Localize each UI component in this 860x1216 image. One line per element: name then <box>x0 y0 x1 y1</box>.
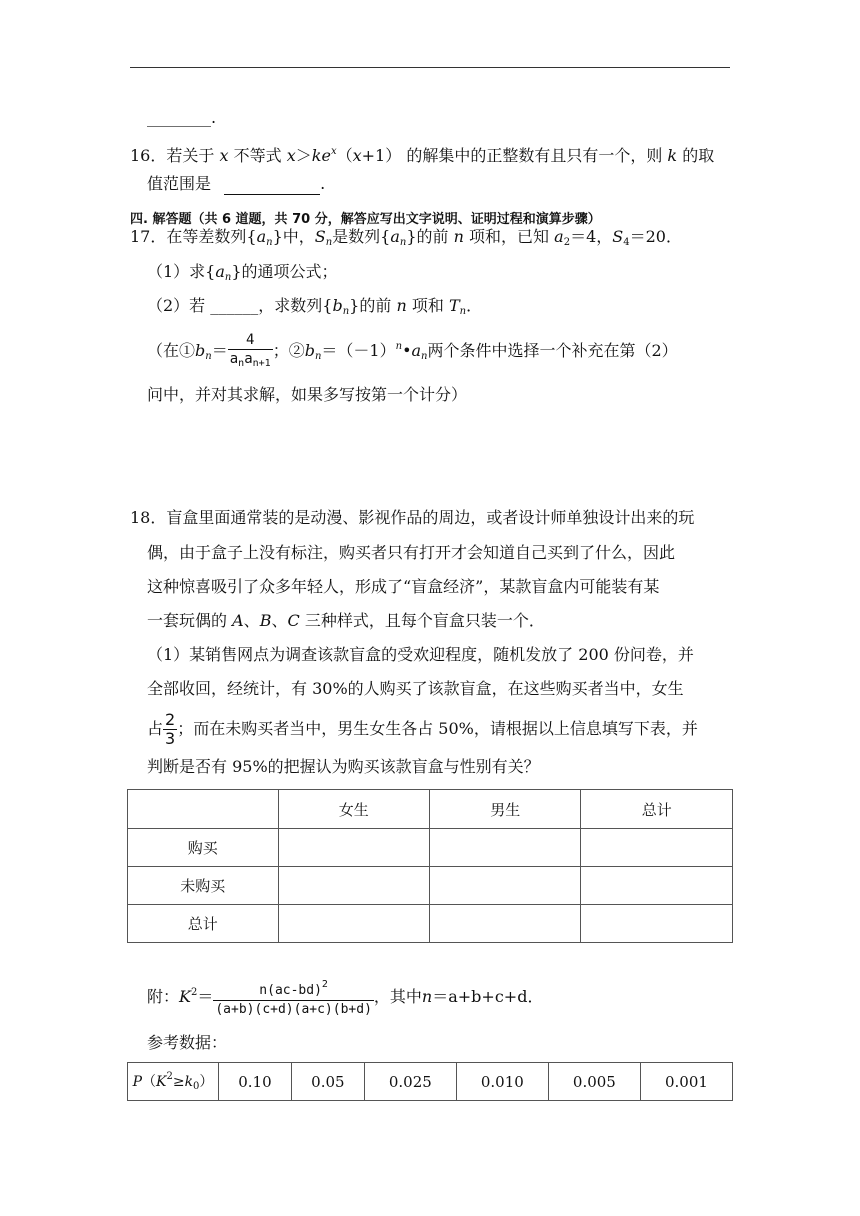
table-row <box>128 867 733 905</box>
table-cell <box>278 829 429 867</box>
table-cell <box>278 867 429 905</box>
q18-part-1-line-1: （1）某销售网点为调查该款盲盒的受欢迎程度，随机发放了 200 份问卷，并 <box>147 645 694 664</box>
table-row <box>128 905 733 943</box>
k-squared-formula: 附：$K^2=$ $\frac{n(ac-bd)^2}{(a+b)(c+d)(a+c)(b+d)}$ ，其中n＝a+b+c+d． <box>147 972 543 1019</box>
q17-line-1: 17．在等差数列$\{a_n\}$中，$S_n$是数列$\{a_n\}$的前 n 项和，已知 $a_2=4$，$S_4=20$． <box>130 227 682 248</box>
table-cell <box>429 829 580 867</box>
table-row <box>128 1063 733 1101</box>
q16-line-1: 16．若关于 x 不等式 $x>ke^x(x+1)$ 的解集中的正整数有且只有一个，则 k 的取 <box>130 146 715 165</box>
table-header-row <box>128 790 733 829</box>
table-cell <box>429 867 580 905</box>
answer-blank: ______ <box>210 296 259 315</box>
row-label-purchased: 购买 <box>128 829 279 867</box>
q18-line-3: 这种惊喜吸引了众多年轻人，形成了“盲盒经济”，某款盲盒内可能装有某 <box>147 577 660 596</box>
row-label-total: 总计 <box>128 905 279 943</box>
contingency-table <box>127 789 733 943</box>
q18-line-4: 一套玩偶的 A、B、C 三种样式，且每个盲盒只装一个． <box>147 611 545 630</box>
q18-line-1: 18．盲盒里面通常装的是动漫、影视作品的周边，或者设计师单独设计出来的玩 <box>130 508 695 527</box>
question-number: 16． <box>130 146 167 165</box>
table-cell: 0.010 <box>456 1063 548 1101</box>
table-cell: 0.025 <box>364 1063 456 1101</box>
section-heading: 四. 解答题（共 6 道题，共 70 分，解答应写出文字说明、证明过程和演算步骤） <box>130 212 601 227</box>
fraction: $\frac{2}{3}$ <box>165 710 176 748</box>
fraction: $\frac{n(ac-bd)^2}{(a+b)(c+d)(a+c)(b+d)}$ <box>215 979 372 1017</box>
answer-blank <box>224 174 320 195</box>
q18-part-1-line-2: 全部收回，经统计，有 30%的人购买了该款盲盒，在这些购买者当中，女生 <box>147 679 684 698</box>
table-cell <box>278 905 429 943</box>
row-label-not-purchased: 未购买 <box>128 867 279 905</box>
q18-line-2: 偶，由于盒子上没有标注，购买者只有打开才会知道自己买到了什么，因此 <box>147 543 676 562</box>
fraction: $\frac{4}{a_na_{n+1}}$ <box>228 331 273 373</box>
q18-part-1-line-4: 判断是否有 95%的把握认为购买该款盲盒与性别有关？ <box>147 757 540 776</box>
table-cell <box>581 905 733 943</box>
table-cell <box>581 867 733 905</box>
table-cell <box>429 905 580 943</box>
question-number: 17． <box>130 227 167 246</box>
reference-data-table <box>127 1062 733 1101</box>
q15-end-blank: ________. <box>147 108 217 127</box>
q16-line-2: 值范围是 . <box>147 174 326 193</box>
table-cell: 0.001 <box>640 1063 732 1101</box>
table-cell <box>581 829 733 867</box>
q17-part-1: （1）求$\{a_n\}$的通项公式； <box>147 262 338 283</box>
probability-header: $P(K^2\ge k_0)$ <box>128 1063 219 1101</box>
q17-conditions: （在$①b_n=$ $\frac{4}{a_na_{n+1}}$ ；$②b_n=(-1)^n•a_n$两个条件中选择一个补充在第（2） <box>147 327 678 377</box>
table-row <box>128 829 733 867</box>
table-header-total: 总计 <box>581 790 733 829</box>
table-cell: 0.05 <box>291 1063 364 1101</box>
table-cell: 0.10 <box>219 1063 292 1101</box>
reference-data-label: 参考数据： <box>147 1033 228 1052</box>
q18-part-1-line-3: 占 $\frac{2}{3}$ ；而在未购买者当中，男生女生各占 50%，请根据以上信息填写下表，并 <box>147 710 698 748</box>
header-rule <box>130 67 730 68</box>
question-number: 18． <box>130 508 167 527</box>
table-cell: 0.005 <box>548 1063 640 1101</box>
table-cell <box>128 790 279 829</box>
table-header-female: 女生 <box>278 790 429 829</box>
q17-conditions-line-2: 问中，并对其求解，如果多写按第一个计分） <box>147 385 468 404</box>
table-header-male: 男生 <box>429 790 580 829</box>
q17-part-2: （2）若 ______，求数列$\{b_n\}$的前 n 项和 $T_n$． <box>147 296 483 317</box>
